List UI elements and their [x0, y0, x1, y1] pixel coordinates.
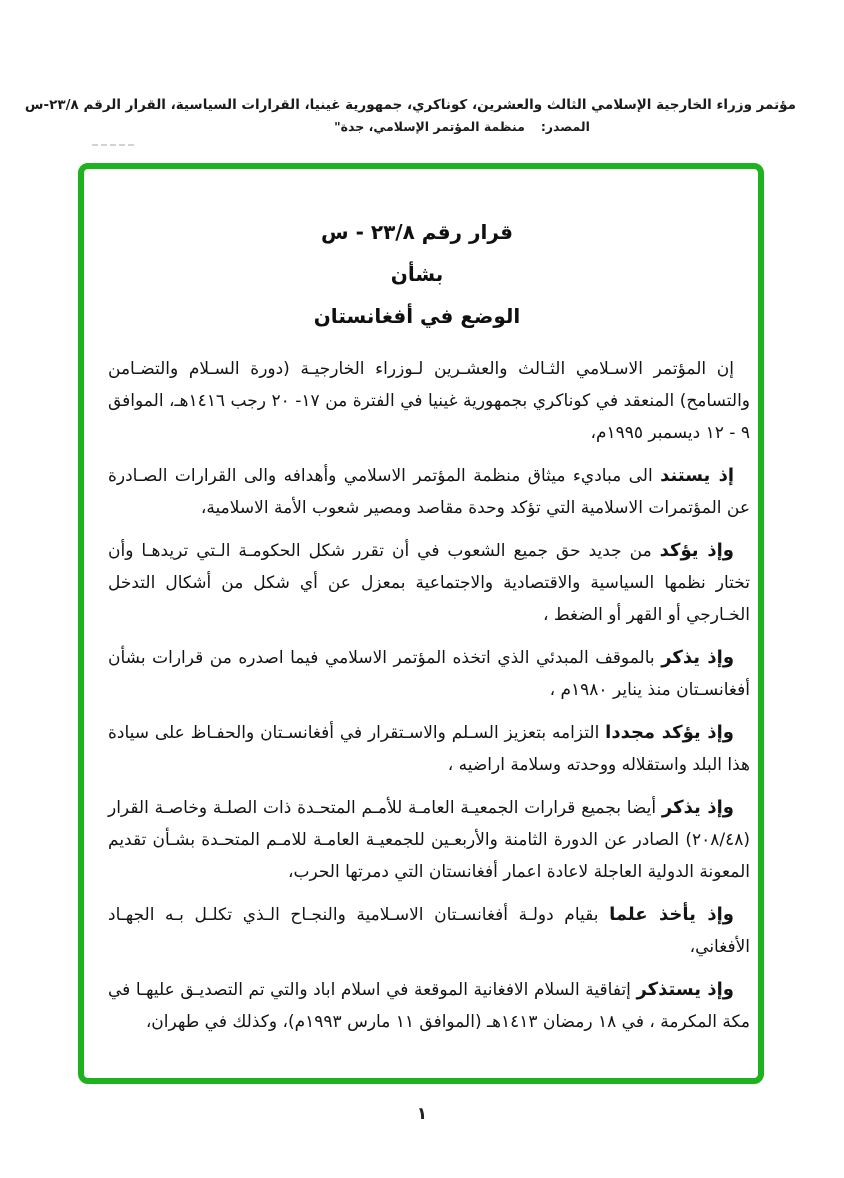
- paragraph-clause-4-lead: وإذ يؤكد مجددا: [605, 722, 734, 743]
- header-citation: مؤتمر وزراء الخارجية الإسلامي الثالث والعشرين، كوناكري، جمهورية غينيا، القرارات السياسية، القرار الرقم ٢٣/٨-س: [24, 97, 796, 113]
- paragraph-clause-1-text: الى مباديء ميثاق منظمة المؤتمر الاسلامي وأهدافه والى القرارات الصـادرة عن المؤتمرات الاسلامية التي تؤكد وحدة مقاصد ومصير شعوب الأمة الاسلامية،: [108, 466, 750, 518]
- document-body: [84, 169, 758, 1078]
- paragraph-clause-3-lead: وإذ يذكر: [661, 647, 735, 668]
- paragraph-clause-3-text: بالموقف المبدئي الذي اتخذه المؤتمر الاسلامي فيما اصدره من قرارات بشأن أفغانسـتان منذ يناير ١٩٨٠م ،: [108, 648, 750, 700]
- paragraph-clause-7-text: إتفاقية السلام الافغانية الموقعة في اسلام اباد والتي تم التصديـق عليهـا في مكة المكرمة ، في ١٨ رمضان ١٤١٣هـ (الموافق ١١ مارس ١٩٩٣م)، وكذلك في طهران،: [108, 980, 750, 1032]
- paragraph-preamble: [108, 353, 750, 449]
- resolution-number: قرار رقم ٢٣/٨ - س: [321, 220, 513, 244]
- paragraph-clause-2: [108, 535, 750, 631]
- document-header: [24, 95, 796, 136]
- resolution-title: [96, 211, 738, 337]
- paragraph-clause-2-lead: وإذ يؤكد: [659, 540, 734, 561]
- resolution-regarding: بشأن: [390, 262, 444, 286]
- paragraph-clause-7: [108, 974, 750, 1038]
- paragraph-clause-6: [108, 899, 750, 963]
- paragraph-preamble-text: إن المؤتمر الاسـلامي الثـالث والعشـرين لـوزراء الخارجيـة (دورة السـلام والتضـامن والتسامح) المنعقد في كوناكري بجمهورية غينيا في الفترة من ١٧- ٢٠ رجب ١٤١٦هـ، الموافق ٩ - ١٢ ديسمبر ١٩٩٥م،: [108, 359, 750, 443]
- paragraph-clause-7-lead: وإذ يستذكر: [636, 979, 734, 1000]
- document-frame: [78, 163, 764, 1084]
- paragraph-clause-4: [108, 717, 750, 781]
- paragraph-clause-6-text: بقيام دولـة أفغانسـتان الاسـلامية والنجـاح الـذي تكلـل بـه الجهـاد الأفغاني،: [108, 905, 750, 957]
- paragraph-clause-3: [108, 642, 750, 706]
- paragraph-clause-5-text: أيضا بجميع قرارات الجمعيـة العامـة للأمـم المتحـدة ذات الصلـة وخاصـة القرار (٢٠٨/٤٨) الصادر عن الدورة الثامنة والأربعـين للجمعيـة العامـة للامـم المتحـدة بشـأن تقديم المعونة الدولية العاجلة لاعادة اعمار أفغانستان التي دمرتها الحرب،: [108, 798, 750, 882]
- resolution-subject: الوضع في أفغانستان: [313, 304, 521, 328]
- paragraph-clause-1-lead: إذ يستند: [660, 465, 735, 486]
- paragraph-clause-4-text: التزامه بتعزيز السـلم والاسـتقرار في أفغانسـتان والحفـاظ على سيادة هذا البلد واستقلاله ووحدته وسلامة اراضيه ،: [108, 723, 750, 775]
- paragraph-clause-5-lead: وإذ يذكر: [661, 797, 734, 818]
- scan-artifact: [92, 144, 134, 146]
- paragraph-clause-1: [108, 460, 750, 524]
- header-source-label: المصدر:: [540, 119, 590, 134]
- page-number: ١: [416, 1104, 428, 1124]
- paragraph-clause-2-text: من جديد حق جميع الشعوب في أن تقرر شكل الحكومـة الـتي تريدهـا وأن تختار نظمها السياسية والاقتصادية والاجتماعية بمعزل عن أي شكل من أشكال التدخل الخـارجي أو القهر أو الضغط ،: [108, 541, 750, 625]
- paragraph-clause-6-lead: وإذ يأخذ علما: [609, 904, 734, 925]
- header-source: [88, 118, 836, 136]
- paragraph-clause-5: [108, 792, 750, 888]
- header-source-value: منظمة المؤتمر الإسلامي، جدة": [334, 119, 525, 134]
